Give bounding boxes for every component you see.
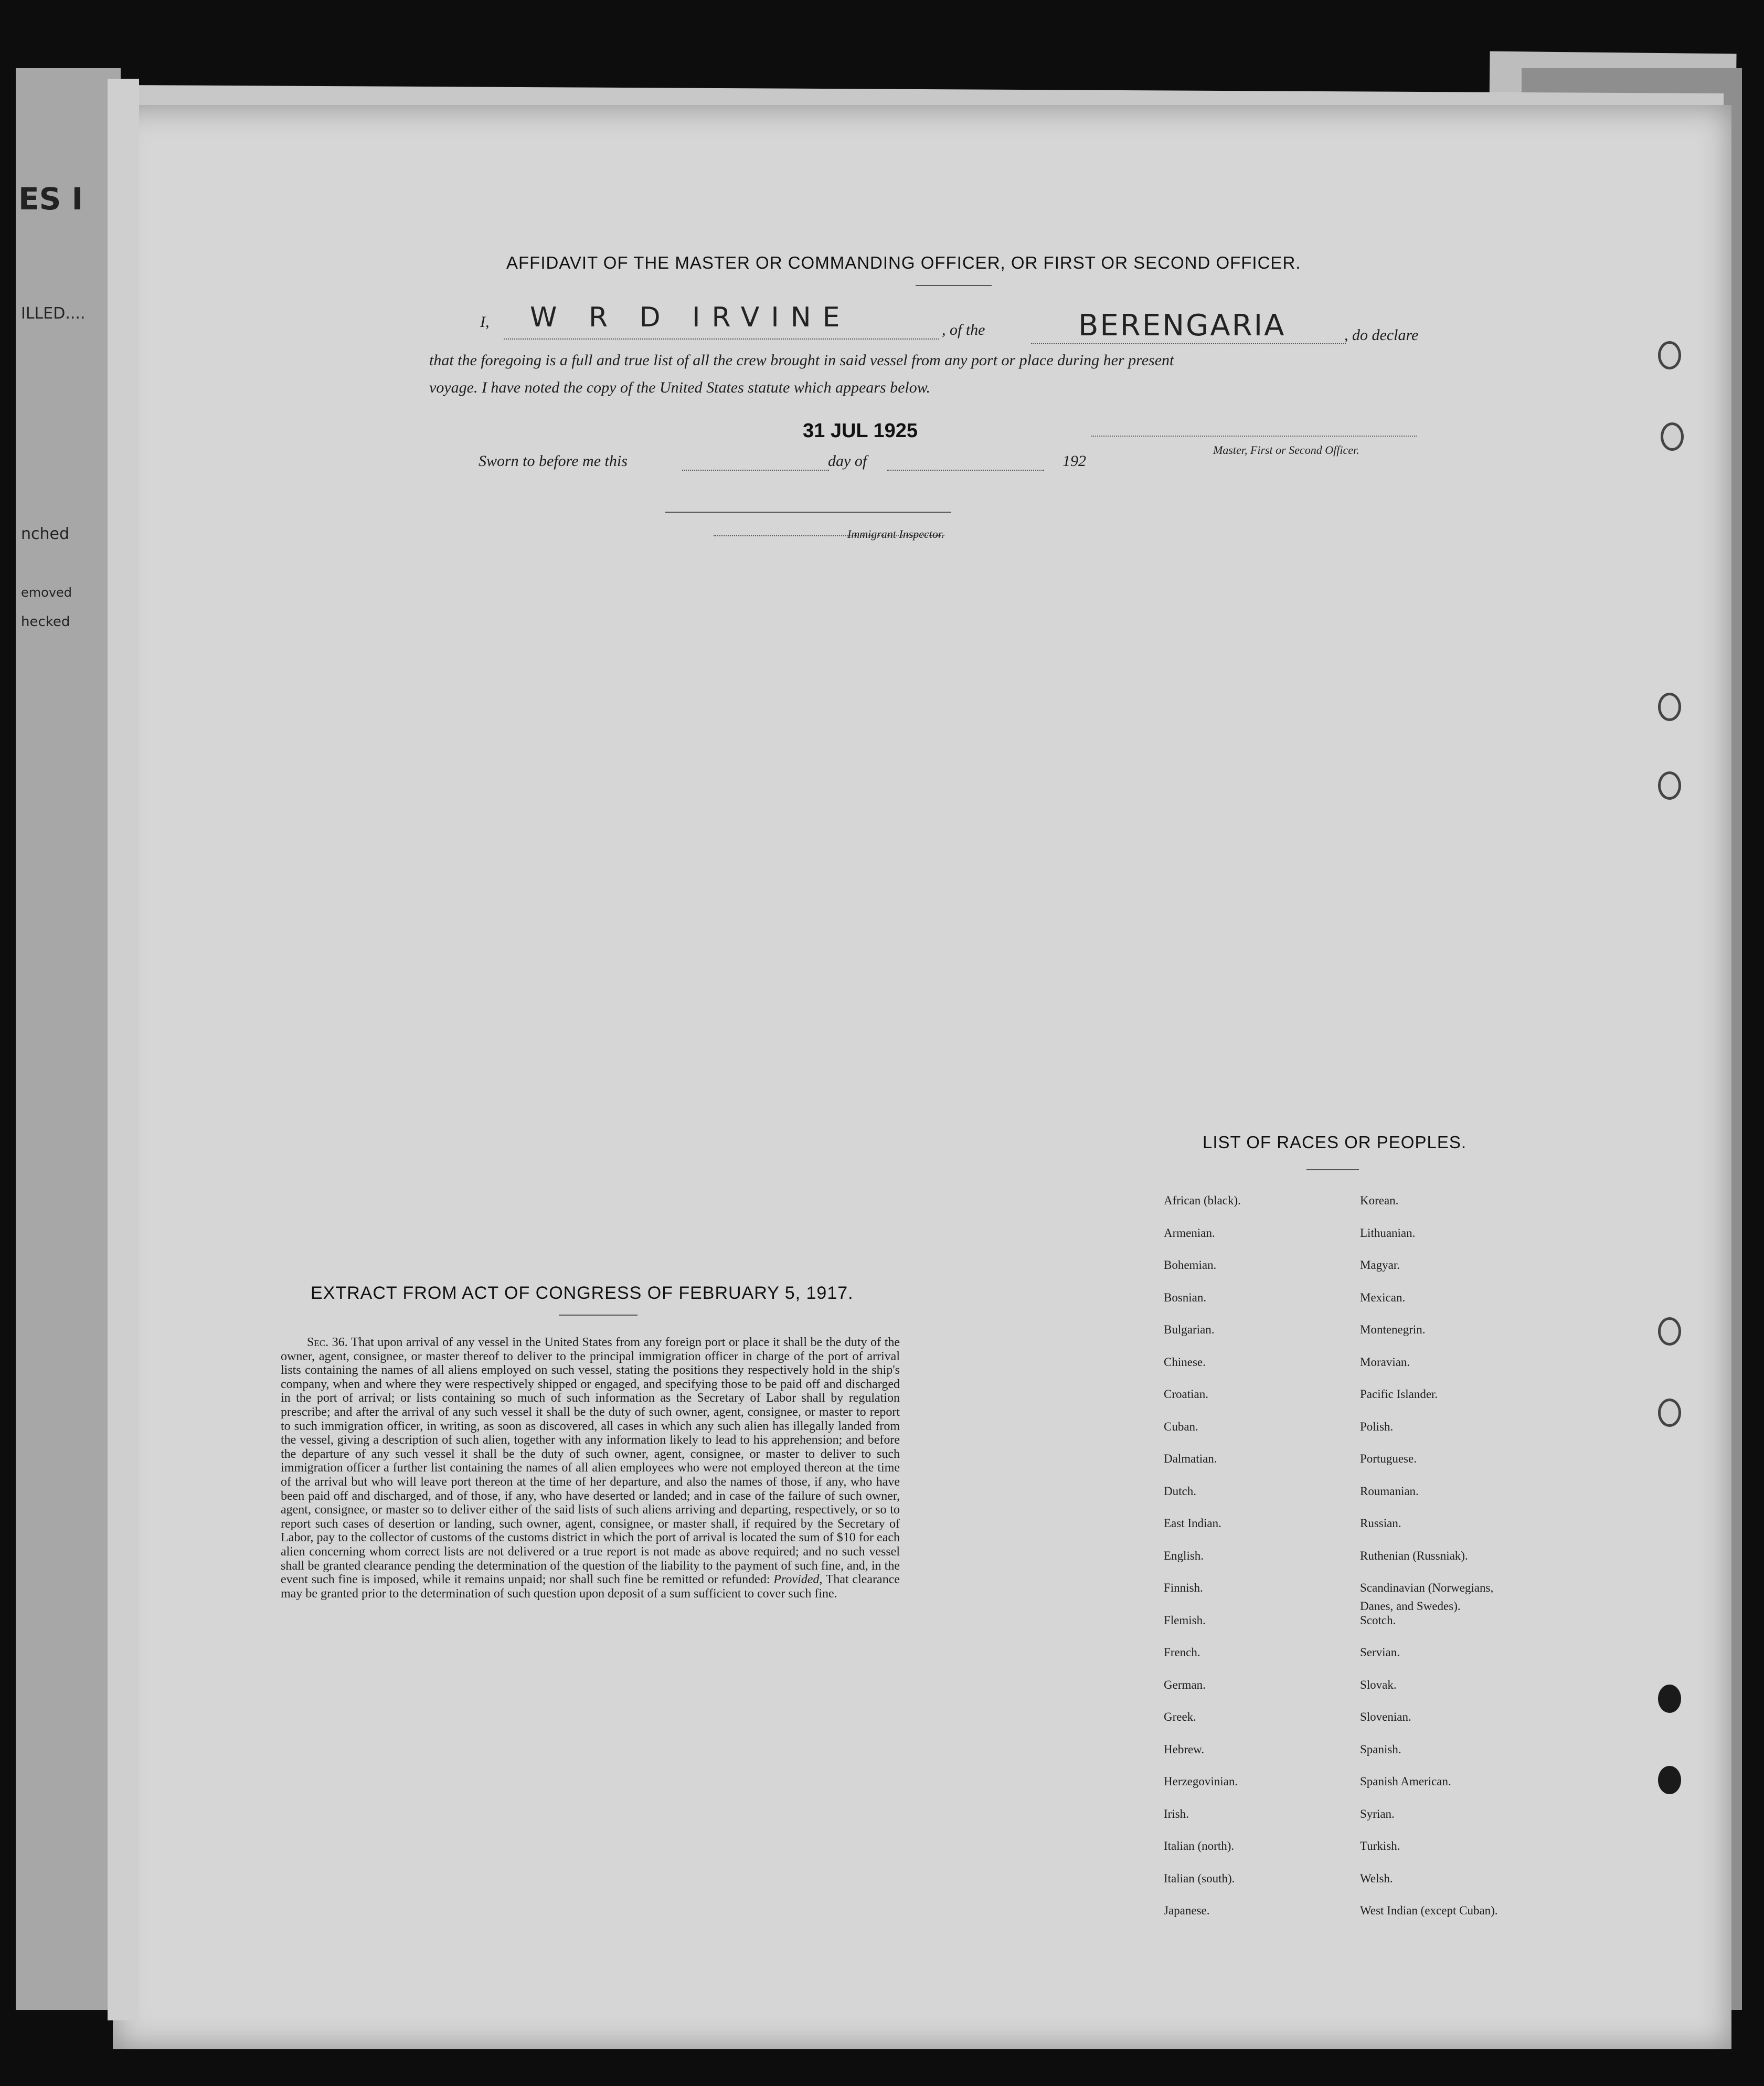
- race-item: Scandinavian (Norwegians,: [1360, 1581, 1494, 1594]
- punch-hole: [1658, 341, 1681, 369]
- margin-scrap: emoved: [21, 585, 72, 600]
- race-item: Bohemian.: [1164, 1258, 1217, 1272]
- race-item: French.: [1164, 1646, 1200, 1659]
- affidavit-line-2: that the foregoing is a full and true list of all the crew brought in said vessel from any port or place during her present: [429, 352, 1174, 369]
- affidavit-i-label: I,: [480, 313, 490, 331]
- punch-hole: [1658, 1317, 1681, 1346]
- vessel-line: [1031, 343, 1346, 344]
- race-item: Mexican.: [1360, 1290, 1406, 1304]
- race-item: Slovenian.: [1360, 1710, 1411, 1723]
- extract-provided: Provided,: [773, 1573, 823, 1587]
- extract-text-end: That clearance may be granted prior to the determination of such question upon deposit of a sum sufficient to cover such fine.: [281, 1573, 900, 1601]
- margin-scrap: nched: [21, 525, 70, 543]
- extract-text: 36. That upon arrival of any vessel in the United States from any foreign port or place it shall be the duty of the owner, agent, consignee, or master thereof to deliver to the principal immigration officer in charge of the port of arrival lists containing the names of all aliens employed on such vessel, stating the positions they respectively hold in the ship's company, when and where they were respectively shipped or engaged, and specifying those to be paid off and discharged in the port of arrival; or lists containing so much of such information as the Secretary of Labor shall by regulation prescribe; and after the arrival of any such vessel it shall be the duty of such owner, agent, consignee, or master to report to such immigration officer, in writing, as soon as discovered, all cases in which any such alien has illegally landed from the vessel, giving a description of such alien, together with any information likely to lead to his apprehension; and before the departure of any such vessel it shall be the duty of such owner, agent, consignee, or master to deliver to such immigration officer a further list containing the names of all alien employees who were not employed thereon at the time of the arrival but who will leave port thereon at the time of her departure, and also the names of those, if any, who have been paid off and discharged, and of those, if any, who have deserted or landed; and in case of the failure of such owner, agent, consignee, or master so to deliver either of the said lists of such aliens arriving and departing, respectively, or so to report such cases of desertion or landing, such owner, agent, consignee, or master shall, if required by the Secretary of Labor, pay to the collector of customs of the customs district in which the port of arrival is located the sum of $10 for each alien concerning whom correct lists are not delivered or a true report is not made as above required; and no such vessel shall be granted clearance pending the determination of the question of the liability to the payment of such fine, and, in the event such fine is imposed, while it remains unpaid; nor shall such fine be remitted or refunded:: [281, 1336, 900, 1587]
- race-item: Japanese.: [1164, 1904, 1210, 1917]
- race-item: Portuguese.: [1360, 1452, 1417, 1465]
- race-item: Scotch.: [1360, 1613, 1396, 1627]
- sworn-month-line: [887, 470, 1044, 471]
- punch-hole: [1658, 1685, 1681, 1713]
- date-stamp: 31 JUL 1925: [803, 420, 918, 442]
- officer-name-handwritten: W R D IRVINE: [530, 302, 852, 333]
- race-item: Greek.: [1164, 1710, 1196, 1723]
- sworn-label: Sworn to before me this: [479, 452, 628, 470]
- affidavit-do-declare: , do declare: [1344, 326, 1419, 344]
- race-item: Dutch.: [1164, 1484, 1196, 1498]
- race-item: Lithuanian.: [1360, 1226, 1416, 1240]
- race-item: Bulgarian.: [1164, 1323, 1215, 1336]
- race-item: Herzegovinian.: [1164, 1775, 1238, 1788]
- race-item: Armenian.: [1164, 1226, 1215, 1240]
- margin-scrap: hecked: [21, 614, 70, 630]
- race-item: West Indian (except Cuban).: [1360, 1904, 1498, 1917]
- race-item: African (black).: [1164, 1194, 1241, 1207]
- extract-body: [281, 1336, 900, 1601]
- race-item: Flemish.: [1164, 1613, 1206, 1627]
- race-item: Roumanian.: [1360, 1484, 1419, 1498]
- race-item: Magyar.: [1360, 1258, 1400, 1272]
- race-item: Moravian.: [1360, 1355, 1410, 1369]
- race-item: Dalmatian.: [1164, 1452, 1217, 1465]
- race-item: Italian (south).: [1164, 1871, 1235, 1885]
- race-item: Turkish.: [1360, 1839, 1400, 1852]
- race-item: Italian (north).: [1164, 1839, 1235, 1852]
- race-item: Polish.: [1360, 1420, 1394, 1433]
- race-item: Irish.: [1164, 1807, 1189, 1820]
- inspector-label: Immigrant Inspector.: [847, 527, 944, 541]
- day-of-label: day of: [828, 452, 867, 470]
- race-item: English.: [1164, 1549, 1204, 1562]
- race-item: Slovak.: [1360, 1678, 1397, 1691]
- race-item: Ruthenian (Russniak).: [1360, 1549, 1468, 1562]
- race-item: Bosnian.: [1164, 1290, 1207, 1304]
- year-label: 192: [1062, 452, 1086, 470]
- race-item: East Indian.: [1164, 1517, 1221, 1530]
- race-item: Servian.: [1360, 1646, 1400, 1659]
- sworn-day-line: [682, 470, 829, 471]
- inspector-signature-line: [665, 512, 951, 513]
- punch-hole: [1658, 1399, 1681, 1427]
- race-item: Spanish American.: [1360, 1775, 1451, 1788]
- race-item-continuation: Danes, and Swedes).: [1360, 1600, 1461, 1613]
- punch-hole: [1661, 422, 1684, 451]
- race-item: Pacific Islander.: [1360, 1388, 1438, 1401]
- race-item: Spanish.: [1360, 1742, 1401, 1756]
- race-item: German.: [1164, 1678, 1206, 1691]
- margin-scrap: ILLED....: [21, 304, 86, 323]
- name-line: [504, 338, 939, 340]
- extract-sec-label: Sec.: [307, 1336, 329, 1349]
- extract-title: EXTRACT FROM ACT OF CONGRESS OF FEBRUARY 5, 1917.: [311, 1283, 854, 1303]
- officer-label: Master, First or Second Officer.: [1213, 443, 1359, 457]
- affidavit-of-the: , of the: [942, 321, 985, 338]
- race-item: Korean.: [1360, 1194, 1399, 1207]
- underlying-sheet-strip: [108, 79, 139, 2020]
- race-item: Hebrew.: [1164, 1742, 1205, 1756]
- punch-hole: [1658, 771, 1681, 800]
- punch-hole: [1658, 1766, 1681, 1794]
- races-divider: [1306, 1169, 1359, 1170]
- margin-scrap: ES I: [18, 181, 83, 217]
- vessel-name-stamp: BERENGARIA: [1078, 309, 1286, 343]
- race-item: Russian.: [1360, 1517, 1401, 1530]
- race-item: Finnish.: [1164, 1581, 1203, 1594]
- race-item: Chinese.: [1164, 1355, 1206, 1369]
- races-title: LIST OF RACES OR PEOPLES.: [1203, 1132, 1467, 1152]
- extract-divider: [559, 1315, 637, 1316]
- officer-signature-line: [1091, 436, 1417, 437]
- affidavit-line-3: voyage. I have noted the copy of the United States statute which appears below.: [429, 379, 931, 396]
- race-item: Syrian.: [1360, 1807, 1395, 1820]
- title-divider: [916, 285, 992, 286]
- race-item: Montenegrin.: [1360, 1323, 1426, 1336]
- underlying-sheet: [16, 68, 121, 2010]
- affidavit-title: AFFIDAVIT OF THE MASTER OR COMMANDING OFFICER, OR FIRST OR SECOND OFFICER.: [506, 253, 1301, 272]
- race-item: Cuban.: [1164, 1420, 1198, 1433]
- race-item: Welsh.: [1360, 1871, 1393, 1885]
- race-item: Croatian.: [1164, 1388, 1208, 1401]
- punch-hole: [1658, 693, 1681, 721]
